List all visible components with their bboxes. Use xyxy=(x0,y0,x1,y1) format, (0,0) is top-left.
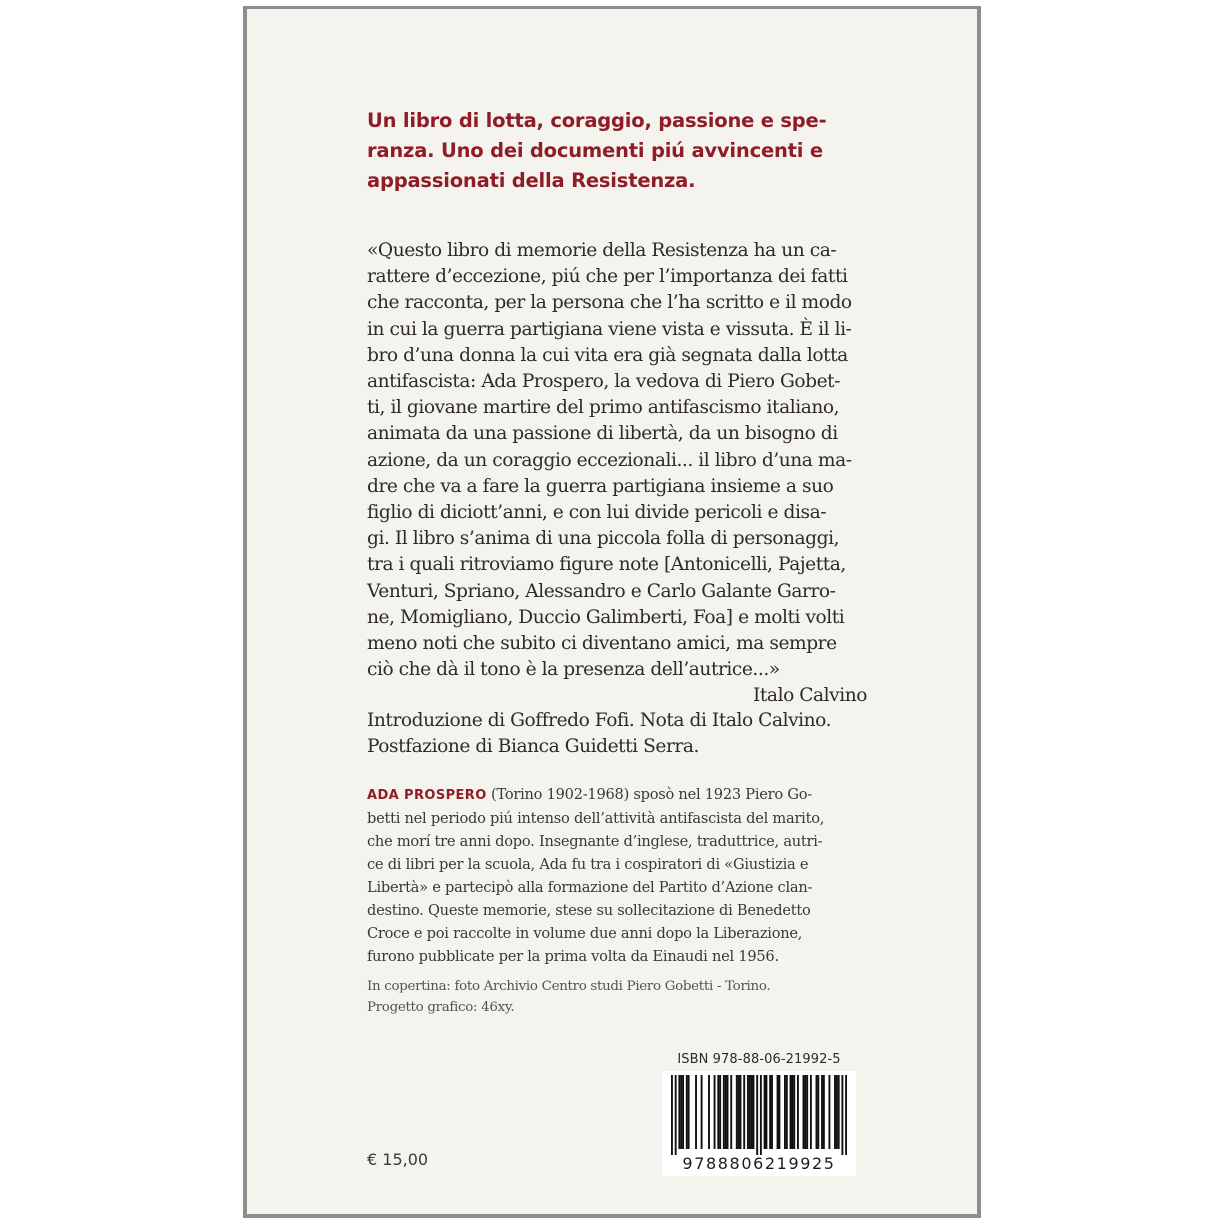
barcode-bar xyxy=(810,1075,812,1149)
cover-credits xyxy=(367,976,867,1018)
quote-line: «Questo libro di memorie della Resistenza ha un ca- xyxy=(367,240,837,261)
quote-line: gi. Il libro s’anima di una piccola folla di personaggi, xyxy=(367,528,840,550)
barcode-bar xyxy=(749,1075,751,1149)
quote-line: antifascista: Ada Prospero, la vedova di Piero Gobet- xyxy=(367,371,841,393)
quote-line: ne, Momigliano, Duccio Galimberti, Foa] e molti volti xyxy=(367,606,845,628)
barcode-bar xyxy=(778,1075,780,1149)
barcode-bar xyxy=(671,1075,673,1155)
bio-line: che morí tre anni dopo. Insegnante d’inglese, traduttrice, autri- xyxy=(367,833,823,850)
book-back-cover xyxy=(243,6,981,1218)
credit-line: Progetto grafico: 46xy. xyxy=(367,1000,515,1015)
blurb-line: appassionati della Resistenza. xyxy=(367,169,696,192)
barcode-bar xyxy=(753,1075,755,1149)
barcode-bar xyxy=(771,1075,773,1149)
barcode-bar xyxy=(723,1075,725,1149)
barcode-bar xyxy=(751,1075,753,1149)
blurb-line: Un libro di lotta, coraggio, passione e spe- xyxy=(367,109,827,132)
quote-line: ti, il giovane martire del primo antifascismo italiano, xyxy=(367,397,840,419)
barcode-bars xyxy=(671,1075,847,1155)
quote-line: in cui la guerra partigiana viene vista e vissuta. È il li- xyxy=(367,318,852,340)
barcode-bar xyxy=(708,1075,710,1149)
quote-line: dre che va a fare la guerra partigiana insieme a suo xyxy=(367,475,834,497)
author-bio xyxy=(367,783,867,968)
bio-line: Croce e poi raccolte in volume due anni dopo la Liberazione, xyxy=(367,925,803,942)
barcode xyxy=(662,1071,856,1176)
barcode-bar xyxy=(730,1075,732,1149)
quote-line: Venturi, Spriano, Alessandro e Carlo Galante Garro- xyxy=(367,580,836,602)
barcode-bar xyxy=(838,1075,840,1149)
barcode-bar xyxy=(760,1075,762,1155)
barcode-bar xyxy=(806,1075,808,1149)
barcode-bar xyxy=(688,1075,690,1149)
barcode-bar xyxy=(740,1075,742,1149)
bio-line: ce di libri per la scuola, Ada fu tra i cospiratori di «Giustizia e xyxy=(367,856,809,873)
barcode-bar xyxy=(701,1075,703,1149)
barcode-bar xyxy=(817,1075,819,1149)
quote-line: meno noti che subito ci diventano amici, ma sempre xyxy=(367,633,837,655)
bio-line: Libertà» e partecipò alla formazione del Partito d’Azione clan- xyxy=(367,879,813,896)
barcode-bar xyxy=(714,1075,716,1149)
barcode-bar xyxy=(678,1075,680,1149)
barcode-bar xyxy=(756,1075,758,1155)
barcode-bar xyxy=(717,1075,719,1149)
quote-line: animata da una passione di libertà, da un bisogno di xyxy=(367,423,838,445)
isbn-label: ISBN 978-88-06-21992-5 xyxy=(677,1052,841,1067)
quote-line: ciò che dà il tono è la presenza dell’autrice...» xyxy=(367,659,780,681)
quote-line: che racconta, per la persona che l’ha scritto e il modo xyxy=(367,292,852,314)
barcode-bar xyxy=(727,1075,729,1149)
barcode-bar xyxy=(747,1075,749,1149)
quote-line: azione, da un coraggio eccezionali... il libro d’una ma- xyxy=(367,449,852,471)
blurb-line: ranza. Uno dei documenti piú avvincenti e xyxy=(367,139,823,162)
bio-first-line xyxy=(367,783,867,807)
barcode-bar xyxy=(786,1075,788,1149)
barcode-bar xyxy=(823,1075,825,1149)
barcode-bar xyxy=(790,1075,792,1149)
barcode-bar xyxy=(675,1075,677,1155)
barcode-bar xyxy=(804,1075,806,1149)
calvino-quote xyxy=(367,238,867,710)
barcode-bar xyxy=(828,1075,830,1149)
barcode-bar xyxy=(841,1075,843,1155)
intro-line: Postfazione di Bianca Guidetti Serra. xyxy=(367,736,699,758)
barcode-bar xyxy=(821,1075,823,1149)
quote-line: figlio di diciott’anni, e con lui divide pericoli e disa- xyxy=(367,502,827,524)
barcode-bar xyxy=(743,1075,745,1149)
quote-attribution: Italo Calvino xyxy=(753,685,867,707)
barcode-bar xyxy=(682,1075,684,1149)
introduction-note xyxy=(367,708,867,760)
barcode-digits: 9788806219925 xyxy=(682,1154,836,1173)
bio-line: (Torino 1902-1968) sposò nel 1923 Piero Go- xyxy=(486,786,812,803)
barcode-bar xyxy=(719,1075,721,1149)
quote-line: rattere d’eccezione, piú che per l’importanza dei fatti xyxy=(367,266,848,288)
barcode-bar xyxy=(764,1075,766,1149)
barcode-bar xyxy=(695,1075,697,1149)
author-name: ADA PROSPERO xyxy=(367,788,487,803)
bio-line: destino. Queste memorie, stese su sollecitazione di Benedetto xyxy=(367,902,811,919)
barcode-bar xyxy=(738,1075,740,1149)
barcode-bar xyxy=(816,1075,818,1149)
intro-line: Introduzione di Goffredo Fofi. Nota di Italo Calvino. xyxy=(367,710,832,731)
barcode-bar xyxy=(791,1075,793,1149)
barcode-bar xyxy=(777,1075,779,1149)
credit-line: In copertina: foto Archivio Centro studi Piero Gobetti - Torino. xyxy=(367,979,771,994)
barcode-bar xyxy=(784,1075,786,1149)
barcode-bar xyxy=(736,1075,738,1149)
barcode-bar xyxy=(680,1075,682,1149)
price: € 15,00 xyxy=(367,1150,429,1169)
bio-line: furono pubblicate per la prima volta da Einaudi nel 1956. xyxy=(367,948,779,965)
quote-line: bro d’una donna la cui vita era già segnata dalla lotta xyxy=(367,344,848,366)
barcode-bar xyxy=(765,1075,767,1149)
barcode-bar xyxy=(836,1075,838,1149)
barcode-bar xyxy=(769,1075,771,1149)
barcode-bar xyxy=(797,1075,799,1149)
bio-line: betti nel periodo piú intenso dell’attività antifascista del marito, xyxy=(367,810,825,827)
barcode-bar xyxy=(725,1075,727,1149)
barcode-bar xyxy=(845,1075,847,1155)
barcode-bar xyxy=(686,1075,688,1149)
quote-line: tra i quali ritroviamo figure note [Antonicelli, Pajetta, xyxy=(367,554,846,576)
blurb xyxy=(367,106,867,196)
barcode-bar xyxy=(834,1075,836,1149)
barcode-bar xyxy=(793,1075,795,1149)
barcode-bar xyxy=(803,1075,805,1149)
